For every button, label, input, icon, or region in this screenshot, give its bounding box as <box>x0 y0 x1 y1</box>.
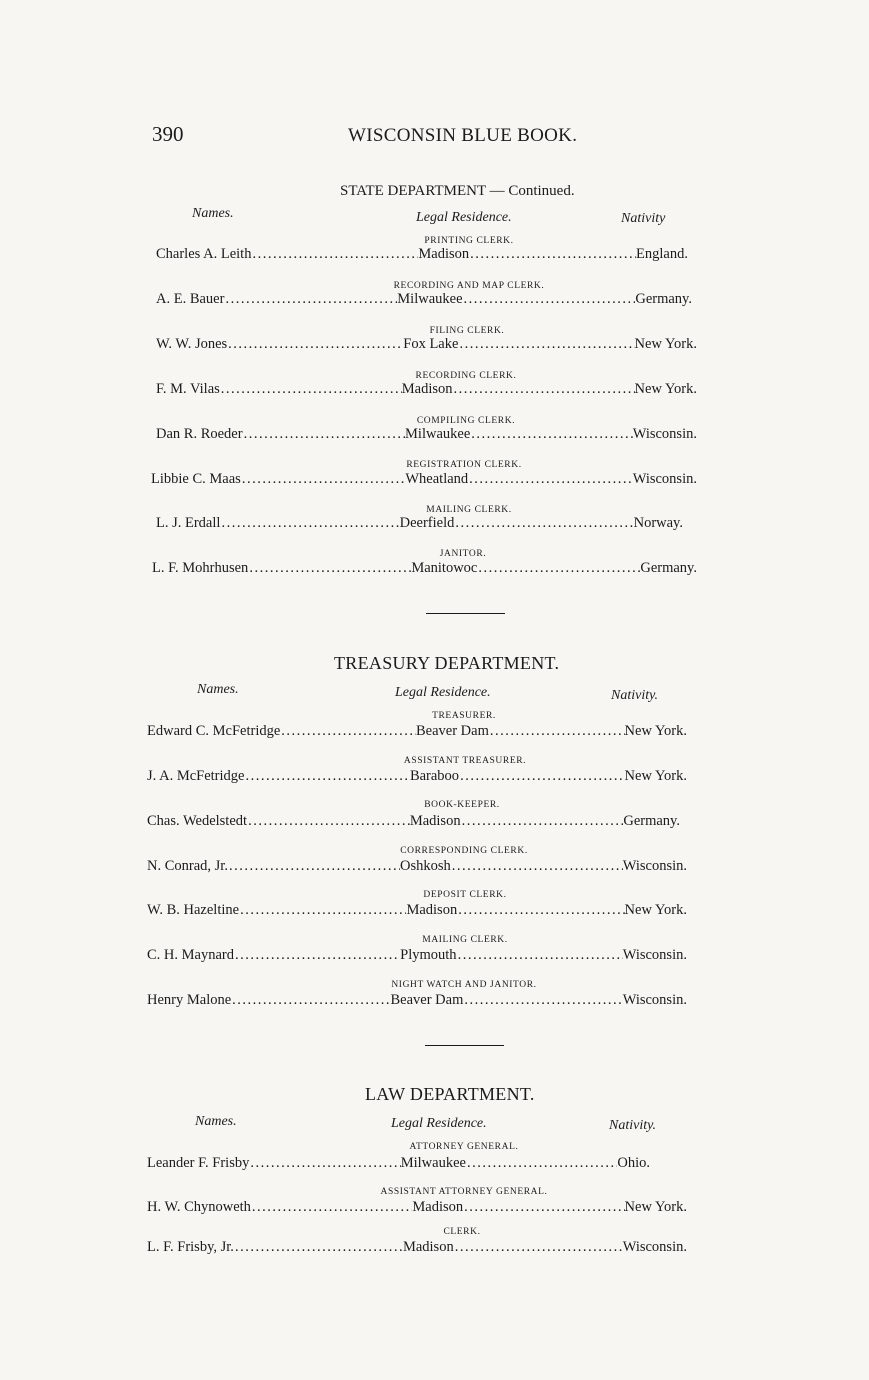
entry-name: H. W. Chynoweth <box>147 1199 251 1215</box>
entry-residence: Milwaukee <box>405 426 471 442</box>
entry-row <box>147 768 687 785</box>
entry-row <box>147 723 687 740</box>
role-label: RECORDING CLERK. <box>415 371 517 381</box>
role-label: BOOK-KEEPER. <box>424 800 500 810</box>
entry-residence: Madison <box>401 381 453 397</box>
role-label: JANITOR. <box>439 549 487 559</box>
entry-residence: Milwaukee <box>397 291 463 307</box>
entry-nativity: Ohio. <box>617 1155 650 1171</box>
entry-residence: Madison <box>406 902 458 918</box>
section-title-state: STATE DEPARTMENT — Continued. <box>340 183 575 199</box>
leader-dots <box>463 992 622 1009</box>
entry-nativity: Norway. <box>633 515 683 531</box>
role-label: DEPOSIT CLERK. <box>423 890 507 900</box>
role-label: ATTORNEY GENERAL. <box>409 1142 519 1152</box>
entry-name: Charles A. Leith <box>156 246 252 262</box>
leader-dots <box>243 426 405 443</box>
entry-name: N. Conrad, Jr. <box>147 858 228 874</box>
entry-nativity: New York. <box>624 723 687 739</box>
leader-dots <box>231 992 390 1009</box>
entry-name: A. E. Bauer <box>156 291 225 307</box>
leader-dots <box>463 291 636 308</box>
entry-nativity: Wisconsin. <box>632 471 697 487</box>
leader-dots <box>227 336 403 353</box>
entry-name: Libbie C. Maas <box>151 471 241 487</box>
section-title-law: LAW DEPARTMENT. <box>365 1084 535 1104</box>
leader-dots <box>469 246 636 263</box>
col-names-law: Names. <box>195 1114 237 1129</box>
entry-residence: Manitowoc <box>411 560 478 576</box>
entry-name: L. F. Frisby, Jr. <box>147 1239 234 1255</box>
entry-nativity: New York. <box>624 902 687 918</box>
role-label: NIGHT WATCH AND JANITOR. <box>391 980 537 990</box>
entry-row <box>156 336 697 353</box>
role-label: CORRESPONDING CLERK. <box>400 846 528 856</box>
entry-name: F. M. Vilas <box>156 381 220 397</box>
entry-nativity: Germany. <box>640 560 697 576</box>
role-label: REGISTRATION CLERK. <box>406 460 522 470</box>
leader-dots <box>463 1199 624 1216</box>
col-nativity-law: Nativity. <box>609 1118 657 1133</box>
role-label: PRINTING CLERK. <box>424 236 514 246</box>
col-nativity-treasury: Nativity. <box>611 688 659 703</box>
entry-row <box>147 992 687 1009</box>
entry-name: J. A. McFetridge <box>147 768 245 784</box>
entry-residence: Madison <box>402 1239 454 1255</box>
entry-residence: Wheatland <box>405 471 469 487</box>
entry-row <box>147 813 680 830</box>
entry-row <box>147 858 687 875</box>
entry-residence: Baraboo <box>409 768 460 784</box>
entry-name: Henry Malone <box>147 992 232 1008</box>
leader-dots <box>220 381 402 398</box>
entry-name: Chas. Wedelstedt <box>147 813 248 829</box>
leader-dots <box>477 560 640 577</box>
role-label: TREASURER. <box>432 711 496 721</box>
col-names-treasury: Names. <box>197 682 239 697</box>
leader-dots <box>453 381 635 398</box>
col-nativity-state: Nativity <box>621 211 666 226</box>
entry-residence: Fox Lake <box>403 336 459 352</box>
leader-dots <box>466 1155 617 1172</box>
entry-row <box>156 426 697 443</box>
col-names-state: Names. <box>192 206 234 221</box>
entry-row <box>147 947 687 964</box>
role-label: COMPILING CLERK. <box>416 416 516 426</box>
entry-nativity: New York. <box>634 381 697 397</box>
leader-dots <box>234 947 400 964</box>
entry-residence: Madison <box>412 1199 464 1215</box>
leader-dots <box>234 1239 403 1256</box>
page-number: 390 <box>152 122 184 146</box>
entry-residence: Oshkosh <box>399 858 451 874</box>
entry-nativity: England. <box>636 246 688 262</box>
running-title: WISCONSIN BLUE BOOK. <box>348 125 578 146</box>
entry-nativity: Wisconsin. <box>622 992 687 1008</box>
entry-row <box>156 381 697 398</box>
leader-dots <box>249 1155 400 1172</box>
leader-dots <box>251 246 418 263</box>
entry-nativity: Wisconsin. <box>622 858 687 874</box>
entry-residence: Beaver Dam <box>415 723 489 739</box>
entry-residence: Beaver Dam <box>390 992 464 1008</box>
entry-residence: Milwaukee <box>400 1155 466 1171</box>
leader-dots <box>454 515 633 532</box>
entry-residence: Madison <box>418 246 470 262</box>
entry-name: W. W. Jones <box>156 336 228 352</box>
leader-dots <box>239 902 406 919</box>
leader-dots <box>457 947 623 964</box>
entry-nativity: New York. <box>624 1199 687 1215</box>
entry-row <box>156 291 692 308</box>
leader-dots <box>468 471 633 488</box>
leader-dots <box>470 426 632 443</box>
entry-name: Dan R. Roeder <box>156 426 243 442</box>
role-label: MAILING CLERK. <box>426 505 512 515</box>
entry-row <box>147 1155 650 1172</box>
entry-nativity: New York. <box>624 768 687 784</box>
section-divider <box>426 613 505 614</box>
leader-dots <box>457 902 624 919</box>
entry-row <box>147 1199 687 1216</box>
leader-dots <box>451 858 623 875</box>
entry-name: L. J. Erdall <box>156 515 221 531</box>
leader-dots <box>459 768 624 785</box>
leader-dots <box>220 515 399 532</box>
leader-dots <box>241 471 406 488</box>
role-label: RECORDING AND MAP CLERK. <box>393 281 545 291</box>
role-label: CLERK. <box>443 1227 481 1237</box>
col-residence-treasury: Legal Residence. <box>395 685 491 700</box>
entry-row <box>156 515 683 532</box>
leader-dots <box>454 1239 623 1256</box>
entry-nativity: Wisconsin. <box>632 426 697 442</box>
entry-nativity: Wisconsin. <box>622 1239 687 1255</box>
leader-dots <box>248 560 411 577</box>
role-label: FILING CLERK. <box>429 326 505 336</box>
role-label: ASSISTANT TREASURER. <box>403 756 527 766</box>
entry-name: L. F. Mohrhusen <box>152 560 249 576</box>
leader-dots <box>489 723 625 740</box>
entry-row <box>147 902 687 919</box>
entry-name: W. B. Hazeltine <box>147 902 240 918</box>
leader-dots <box>251 1199 412 1216</box>
leader-dots <box>280 723 416 740</box>
entry-residence: Madison <box>409 813 461 829</box>
section-title-treasury: TREASURY DEPARTMENT. <box>334 653 560 673</box>
entry-row <box>151 471 697 488</box>
col-residence-state: Legal Residence. <box>416 210 512 225</box>
entry-residence: Deerfield <box>399 515 455 531</box>
entry-name: C. H. Maynard <box>147 947 234 963</box>
entry-name: Leander F. Frisby <box>147 1155 250 1171</box>
entry-row <box>147 1239 687 1256</box>
entry-row <box>152 560 697 577</box>
role-label: MAILING CLERK. <box>422 935 508 945</box>
entry-nativity: Germany. <box>623 813 680 829</box>
entry-residence: Plymouth <box>400 947 457 963</box>
leader-dots <box>461 813 624 830</box>
leader-dots <box>458 336 634 353</box>
leader-dots <box>247 813 410 830</box>
section-divider <box>425 1045 504 1046</box>
entry-nativity: New York. <box>634 336 697 352</box>
leader-dots <box>224 291 397 308</box>
col-residence-law: Legal Residence. <box>391 1116 487 1131</box>
entry-name: Edward C. McFetridge <box>147 723 281 739</box>
leader-dots <box>228 858 400 875</box>
entry-row <box>156 246 688 263</box>
role-label: ASSISTANT ATTORNEY GENERAL. <box>380 1187 548 1197</box>
leader-dots <box>244 768 409 785</box>
entry-nativity: Wisconsin. <box>622 947 687 963</box>
entry-nativity: Germany. <box>635 291 692 307</box>
